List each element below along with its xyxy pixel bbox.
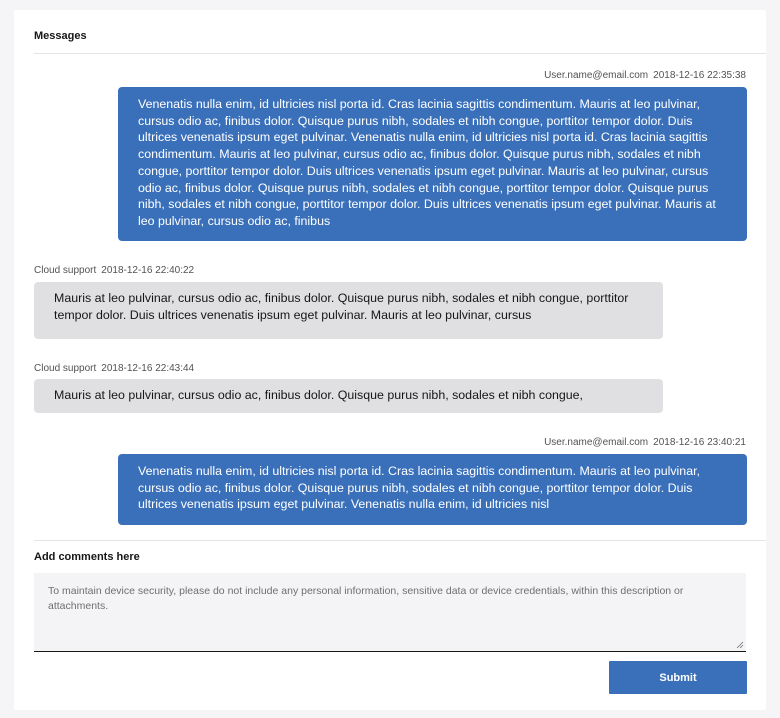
comment-field-wrapper — [34, 573, 746, 652]
message-text: Venenatis nulla enim, id ultricies nisl porta id. Cras lacinia sagittis condimentum. Mauris at leo pulvinar, cursus odio ac, finibus dolor. Quisque purus nibh, sodales et nibh congue, porttitor tempor dolor. Duis ultrices venenatis ipsum eget pulvinar. Venenatis nulla enim, id ultricies nisl porta id. Cras lacinia sagittis condimentum. Mauris at leo pulvinar, cursus odio ac, finibus dolor. Quisque purus nibh, sodales et nibh congue, porttitor tempor dolor. Duis ultrices venenatis ipsum eget pulvinar. Mauris at leo pulvinar, cursus odio ac, finibus dolor. Quisque purus nibh, sodales et nibh congue, porttitor tempor dolor. Quisque purus nibh, sodales et nibh congue, porttitor tempor dolor. Duis ultrices venenatis ipsum eget pulvinar. Mauris at leo pulvinar, cursus odio ac, finibus — [138, 97, 716, 228]
messages-divider — [34, 53, 766, 54]
message-meta — [544, 437, 746, 448]
message-bubble-incoming — [34, 379, 663, 413]
message-timestamp: 2018-12-16 22:43:44 — [101, 363, 195, 374]
comment-textarea[interactable] — [34, 573, 746, 651]
message-sender: Cloud support — [34, 363, 97, 374]
compose-divider — [34, 540, 766, 541]
message-meta — [544, 70, 746, 81]
message-text: Mauris at leo pulvinar, cursus odio ac, finibus dolor. Quisque purus nibh, sodales et nibh congue, porttitor tempor dolor. Duis ultrices venenatis ipsum eget pulvinar. Mauris at leo pulvinar, cursus — [54, 291, 629, 322]
resize-grip-icon[interactable] — [736, 641, 744, 649]
message-bubble-incoming — [34, 282, 663, 339]
message-bubble-outgoing — [118, 454, 747, 525]
messages-panel — [14, 10, 766, 710]
message-timestamp: 2018-12-16 22:35:38 — [653, 70, 746, 81]
message-meta — [34, 363, 194, 374]
message-timestamp: 2018-12-16 23:40:21 — [653, 437, 746, 448]
message-sender: User.name@email.com — [544, 437, 649, 448]
message-sender: Cloud support — [34, 265, 97, 276]
message-timestamp: 2018-12-16 22:40:22 — [101, 265, 195, 276]
message-text: Mauris at leo pulvinar, cursus odio ac, finibus dolor. Quisque purus nibh, sodales et nibh congue, — [54, 388, 583, 402]
submit-button[interactable]: Submit — [609, 661, 747, 694]
message-bubble-outgoing — [118, 87, 747, 241]
message-sender: User.name@email.com — [544, 70, 649, 81]
message-meta — [34, 265, 194, 276]
comment-label: Add comments here — [34, 551, 140, 563]
messages-title: Messages — [34, 30, 87, 42]
message-text: Venenatis nulla enim, id ultricies nisl porta id. Cras lacinia sagittis condimentum. Mauris at leo pulvinar, cursus odio ac, finibus dolor. Quisque purus nibh, sodales et nibh congue, porttitor tempor dolor. Duis ultrices venenatis ipsum eget pulvinar. Venenatis nulla enim, id ultricies nisl — [138, 464, 700, 512]
